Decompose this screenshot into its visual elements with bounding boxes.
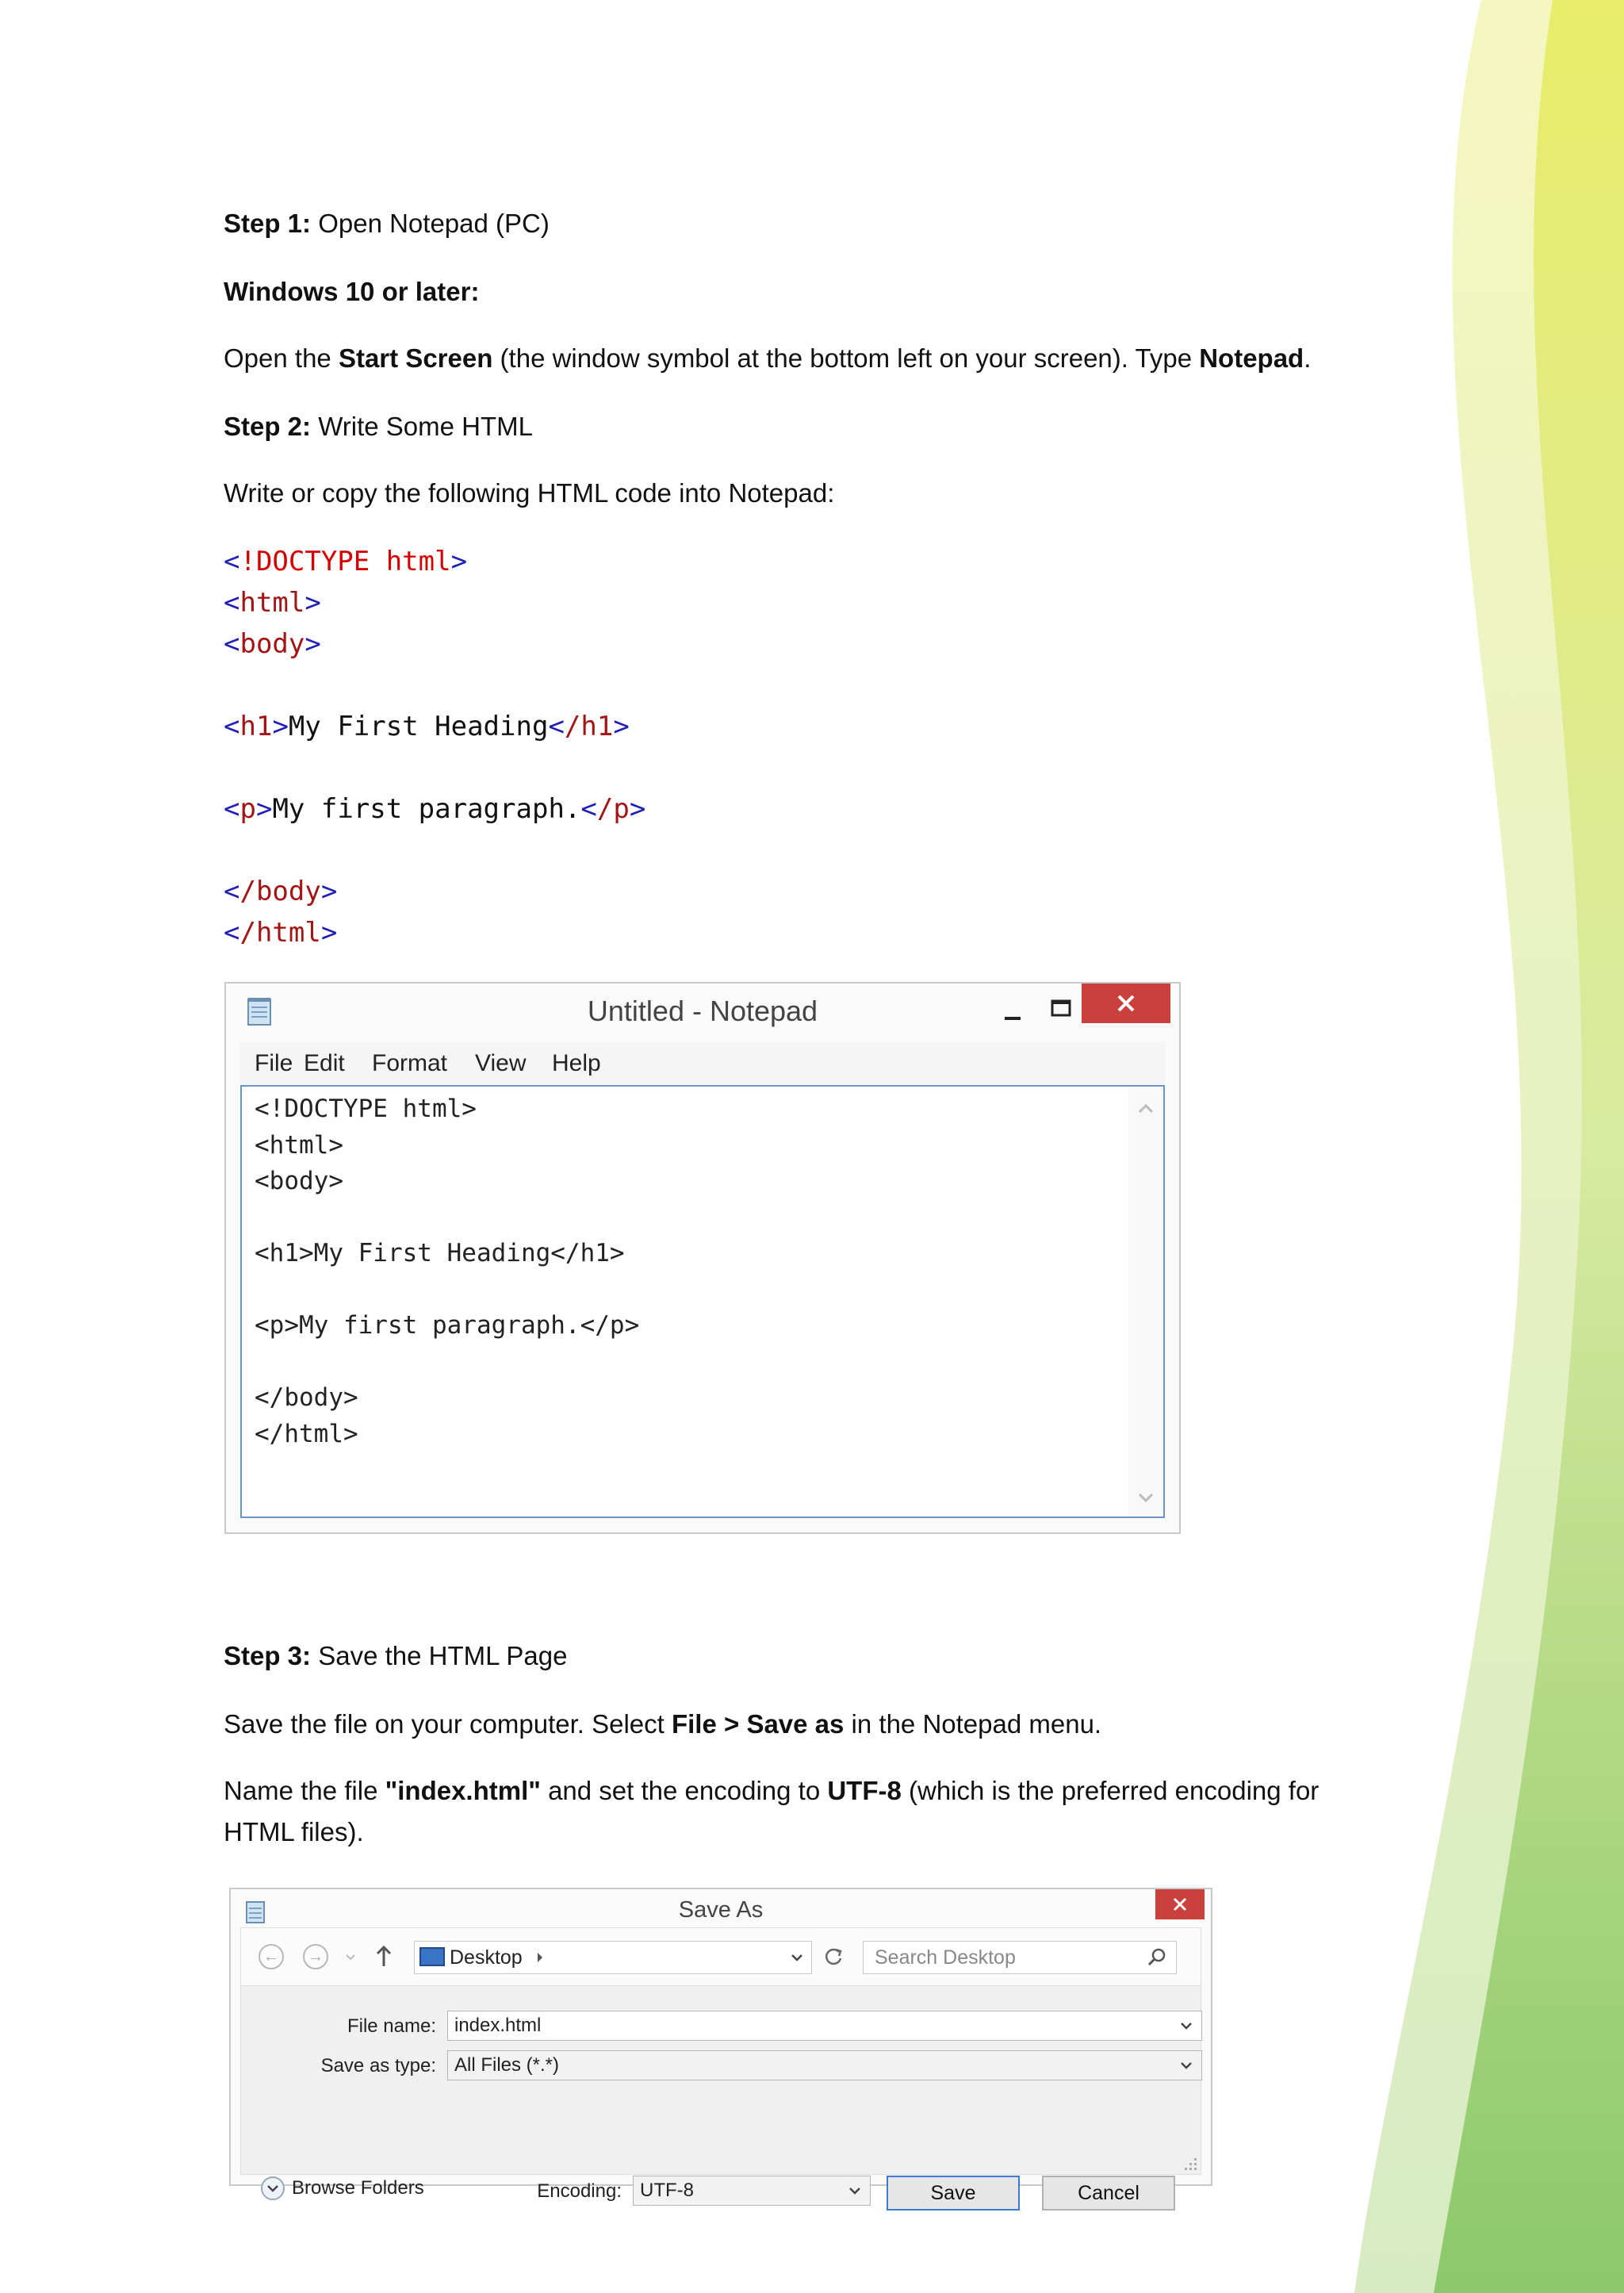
- step2-text: Write Some HTML: [318, 412, 533, 441]
- tag-p-close: /p: [596, 793, 630, 825]
- address-dropdown-icon[interactable]: [787, 1948, 806, 1967]
- search-input[interactable]: [863, 1941, 1177, 1974]
- menu-help[interactable]: Help: [552, 1050, 601, 1076]
- navigation-bar: [241, 1928, 1201, 1986]
- tag-h1-close: /h1: [564, 711, 614, 742]
- gt: >: [255, 793, 273, 825]
- menu-view[interactable]: View: [475, 1050, 527, 1076]
- file-name-dropdown-icon[interactable]: [1178, 2011, 1195, 2040]
- lt: <: [224, 711, 240, 742]
- notepad-editor[interactable]: [240, 1085, 1165, 1518]
- code-blank: [224, 830, 645, 871]
- type-dropdown-icon[interactable]: [1178, 2051, 1195, 2080]
- save-paragraph: [224, 1704, 1365, 1745]
- menu-file[interactable]: File: [255, 1050, 293, 1076]
- scroll-up-icon[interactable]: [1128, 1093, 1163, 1125]
- cancel-button[interactable]: Cancel: [1042, 2176, 1175, 2211]
- gt: >: [320, 917, 338, 949]
- gt: >: [629, 793, 646, 825]
- open-start-paragraph: [224, 338, 1413, 379]
- name-text-2: and set the encoding to: [540, 1776, 828, 1805]
- step2-label: Step 2:: [224, 412, 312, 441]
- name-text-1: Name the file: [224, 1776, 385, 1805]
- gt: >: [613, 711, 630, 742]
- refresh-icon[interactable]: [820, 1943, 847, 1970]
- step3-paragraph: [224, 1635, 1365, 1677]
- notepad-menubar: [240, 1042, 1165, 1086]
- open-text-1: Open the: [224, 343, 339, 373]
- save-text-2: in the Notepad menu.: [844, 1709, 1102, 1739]
- step1-text: Open Notepad (PC): [318, 209, 550, 238]
- dialog-close-button[interactable]: [1155, 1889, 1205, 1919]
- file-name-value: index.html: [454, 2015, 542, 2036]
- notepad-titlebar: [226, 984, 1179, 1042]
- encoding-value: UTF-8: [640, 2180, 694, 2201]
- tag-html: html: [239, 587, 305, 619]
- file-name-label: File name:: [347, 2015, 436, 2037]
- code-line-html: [224, 582, 645, 623]
- save-as-type-value: All Files (*.*): [454, 2054, 560, 2076]
- scroll-down-icon[interactable]: [1128, 1482, 1163, 1513]
- code-blank: [224, 747, 645, 788]
- notepad-title: Untitled - Notepad: [587, 995, 818, 1027]
- write-text: Write or copy the following HTML code into Notepad:: [224, 478, 835, 508]
- start-screen-bold: Start Screen: [338, 343, 493, 373]
- maximize-icon[interactable]: [1041, 991, 1081, 1026]
- file-name-field[interactable]: [447, 2011, 1202, 2041]
- h1-text: My First Heading: [288, 711, 549, 742]
- desktop-icon: [419, 1947, 445, 1968]
- save-as-dialog: [229, 1888, 1212, 2204]
- windows-heading: [224, 271, 1365, 313]
- step3-label: Step 3:: [224, 1641, 312, 1670]
- menu-edit[interactable]: Edit: [304, 1050, 345, 1076]
- gt: >: [272, 711, 289, 742]
- open-text-3: .: [1304, 343, 1312, 373]
- lt: <: [580, 793, 597, 825]
- back-icon[interactable]: ←: [259, 1944, 284, 1969]
- resize-grip-icon[interactable]: [1182, 2155, 1199, 2172]
- chevron-down-icon: [260, 2176, 285, 2201]
- utf8-bold: UTF-8: [827, 1776, 902, 1805]
- close-icon: [1155, 1889, 1205, 1919]
- index-html-bold: "index.html": [385, 1776, 541, 1805]
- notepad-bold: Notepad: [1199, 343, 1304, 373]
- lt: <: [224, 876, 240, 907]
- doctype-text: !DOCTYPE html: [239, 546, 451, 577]
- name-text-4: HTML files).: [224, 1817, 364, 1846]
- notepad-content: <!DOCTYPE html> <html> <body> <h1>My First Heading</h1> <p>My first paragraph.</p> </body> </html>: [255, 1095, 640, 1448]
- menu-format[interactable]: Format: [372, 1050, 448, 1076]
- search-icon: [1146, 1946, 1168, 1969]
- code-block: [224, 541, 645, 953]
- code-line-html-close: [224, 912, 645, 953]
- notepad-window: [224, 982, 1181, 1534]
- windows-heading-text: Windows 10 or later:: [224, 277, 480, 306]
- code-line-p: [224, 788, 645, 830]
- gt: >: [304, 628, 321, 660]
- vertical-scrollbar[interactable]: [1128, 1087, 1163, 1517]
- lt: <: [224, 628, 240, 660]
- recent-dropdown-icon[interactable]: [343, 1949, 358, 1965]
- step2-paragraph: [224, 406, 1365, 447]
- code-blank: [224, 665, 645, 706]
- encoding-dropdown-icon[interactable]: [846, 2176, 864, 2205]
- code-line-body: [224, 623, 645, 665]
- name-text-3: (which is the preferred encoding for: [901, 1776, 1320, 1805]
- save-as-type-label: Save as type:: [320, 2055, 436, 2076]
- step1-label: Step 1:: [224, 209, 312, 238]
- gt: >: [304, 587, 321, 619]
- lt: <: [224, 546, 240, 577]
- file-save-as-bold: File > Save as: [671, 1709, 845, 1739]
- dialog-title: Save As: [678, 1897, 764, 1923]
- address-location: Desktop: [450, 1946, 523, 1969]
- gt: >: [450, 546, 468, 577]
- write-paragraph: [224, 473, 1365, 514]
- gt: >: [320, 876, 338, 907]
- lt: <: [224, 917, 240, 949]
- minimize-icon[interactable]: [992, 995, 1032, 1030]
- name-paragraph: [224, 1770, 1413, 1853]
- tag-html-close: /html: [239, 917, 321, 949]
- code-line-body-close: [224, 871, 645, 912]
- encoding-label: Encoding:: [537, 2180, 622, 2202]
- lt: <: [224, 587, 240, 619]
- lt: <: [224, 793, 240, 825]
- save-as-type-select[interactable]: [447, 2050, 1202, 2080]
- search-placeholder: Search Desktop: [875, 1946, 1016, 1969]
- close-icon: [1082, 984, 1170, 1023]
- close-button[interactable]: [1082, 984, 1170, 1023]
- tag-h1: h1: [239, 711, 273, 742]
- open-text-2: (the window symbol at the bottom left on your screen). Type: [492, 343, 1200, 373]
- forward-icon[interactable]: →: [303, 1944, 328, 1969]
- save-button[interactable]: Save: [887, 2176, 1020, 2211]
- address-bar[interactable]: [414, 1941, 812, 1974]
- code-line-h1: [224, 706, 645, 747]
- save-text-1: Save the file on your computer. Select: [224, 1709, 672, 1739]
- tag-body-close: /body: [239, 876, 321, 907]
- up-arrow-icon[interactable]: [373, 1942, 395, 1971]
- breadcrumb-chevron-icon[interactable]: [534, 1950, 546, 1965]
- dialog-body: [240, 1927, 1201, 2204]
- browse-folders-label: Browse Folders: [292, 2177, 424, 2199]
- p-text: My first paragraph.: [272, 793, 581, 825]
- tag-p: p: [239, 793, 256, 825]
- encoding-select[interactable]: [633, 2176, 871, 2206]
- code-line-doctype: [224, 541, 645, 582]
- step1-paragraph: [224, 203, 1365, 244]
- tag-body: body: [239, 628, 305, 660]
- step3-text: Save the HTML Page: [318, 1641, 568, 1670]
- lt: <: [548, 711, 565, 742]
- browse-folders-toggle[interactable]: [260, 2171, 442, 2206]
